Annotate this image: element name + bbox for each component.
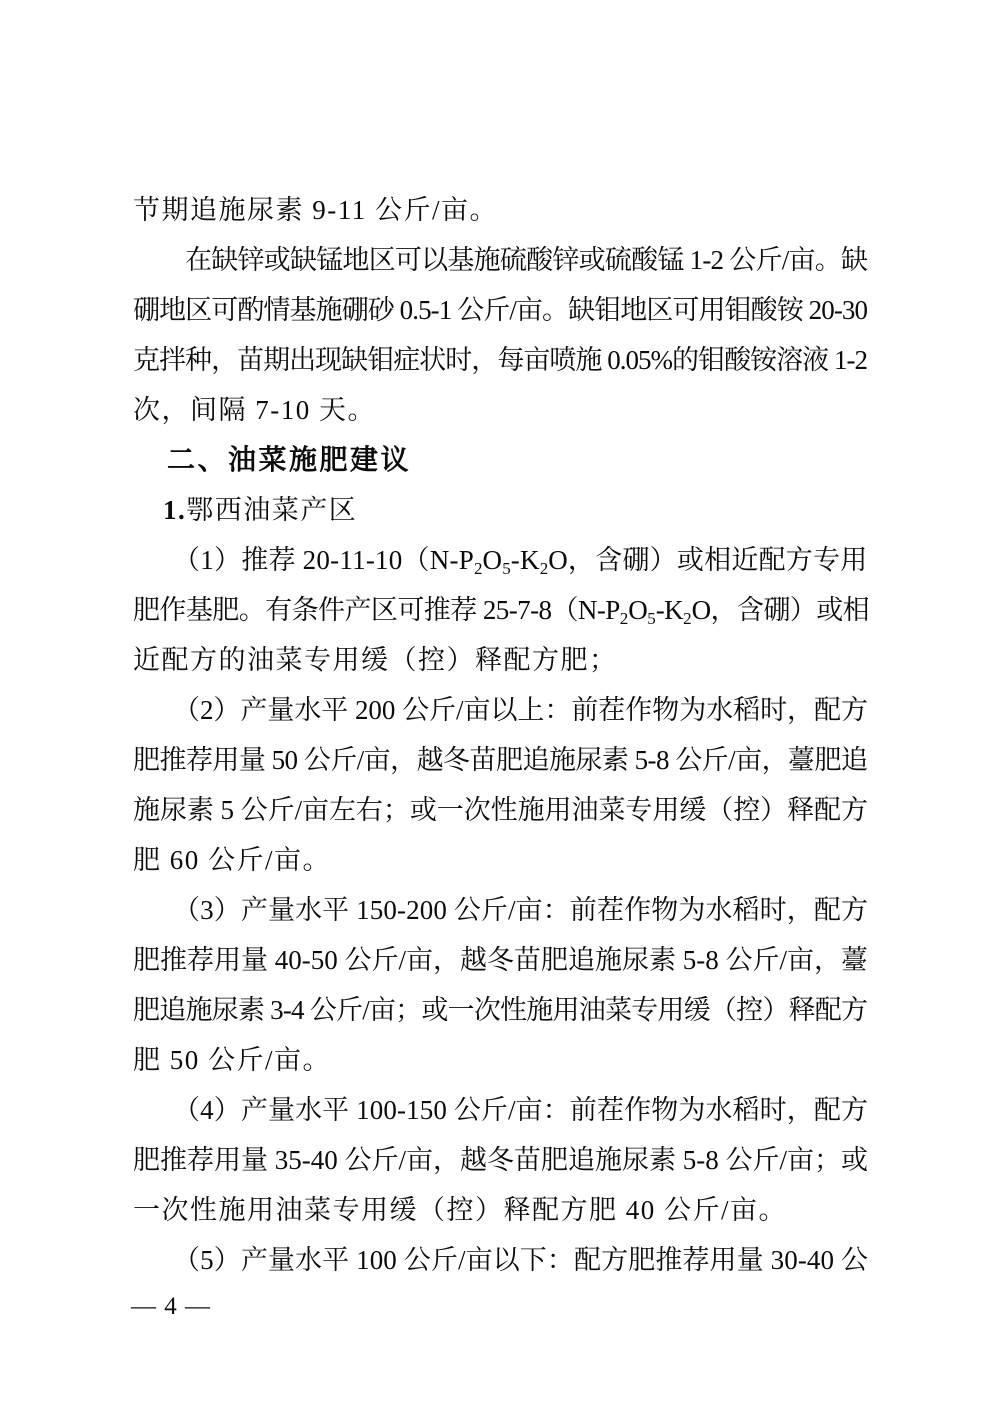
text-line: （2）产量水平 200 公斤/亩以上：前茬作物为水稻时，配方 [173, 695, 868, 725]
text-line: 肥作基肥。有条件产区可推荐 $25-7-8(N-P_2O_5-K_2O$，含硼）或相 [133, 595, 870, 628]
text-line: 近配方的油菜专用缓（控）释配方肥； [133, 645, 618, 675]
text-line: （4）产量水平 100-150 公斤/亩：前茬作物为水稻时，配方 [173, 1095, 869, 1125]
text-line: （1）推荐 $20-11-10(N-P_2O_5-K_2O$，含硼）或相近配方专用 [173, 545, 868, 578]
text-line: 次，间隔 7-10 天。 [133, 395, 376, 425]
text-line: 1.鄂西油菜产区 [163, 495, 358, 525]
text-line: 一次性施用油菜专用缓（控）释配方肥 40 公斤/亩。 [133, 1195, 788, 1225]
text-line: 硼地区可酌情基施硼砂 0.5-1 公斤/亩。缺钼地区可用钼酸铵 20-30 [133, 295, 868, 325]
text-line: （3）产量水平 150-200 公斤/亩：前茬作物为水稻时，配方 [173, 895, 869, 925]
document-body [133, 185, 868, 1285]
text-line: 肥 50 公斤/亩。 [133, 1045, 332, 1075]
text-line: （5）产量水平 100 公斤/亩以下：配方肥推荐用量 30-40 公 [173, 1245, 869, 1275]
text-line: 在缺锌或缺锰地区可以基施硫酸锌或硫酸锰 1-2 公斤/亩。缺 [185, 245, 868, 275]
page-number: — 4 — [131, 1293, 211, 1320]
text-line: 肥推荐用量 40-50 公斤/亩，越冬苗肥追施尿素 5-8 公斤/亩，薹 [133, 945, 869, 975]
text-line: 克拌种，苗期出现缺钼症状时，每亩喷施 0.05%的钼酸铵溶液 1-2 [133, 345, 868, 375]
text-line: 节期追施尿素 9-11 公斤/亩。 [133, 195, 498, 225]
text-line: 施尿素 5 公斤/亩左右；或一次性施用油菜专用缓（控）释配方 [133, 795, 868, 825]
text-line: 二、油菜施肥建议 [167, 444, 412, 475]
text-line: 肥 60 公斤/亩。 [133, 845, 332, 875]
text-line: 肥推荐用量 50 公斤/亩，越冬苗肥追施尿素 5-8 公斤/亩，薹肥追 [133, 745, 868, 775]
text-line: 肥推荐用量 35-40 公斤/亩，越冬苗肥追施尿素 5-8 公斤/亩；或 [133, 1145, 869, 1175]
text-line: 肥追施尿素 3-4 公斤/亩；或一次性施用油菜专用缓（控）释配方 [133, 995, 868, 1025]
